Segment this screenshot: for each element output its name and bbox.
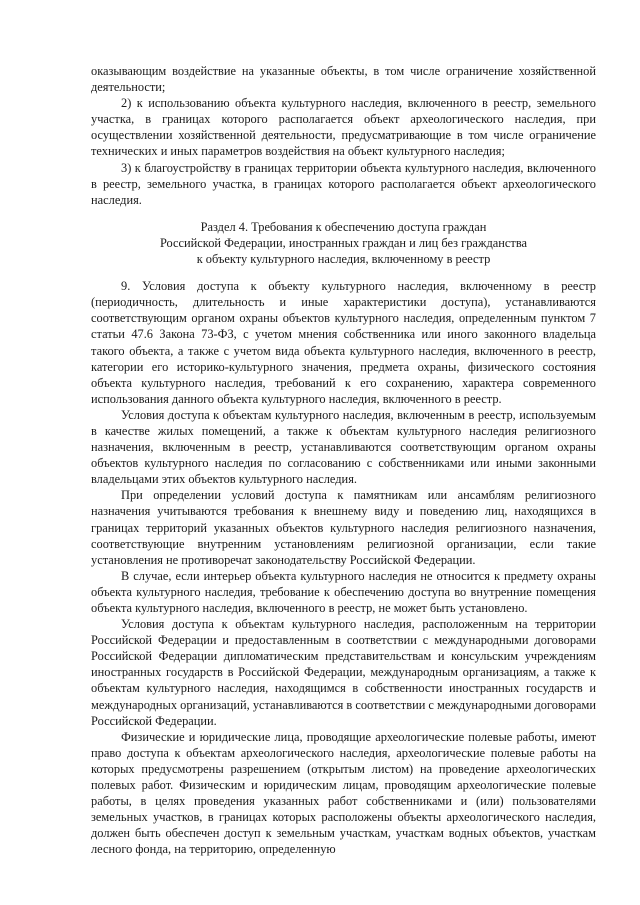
paragraph-interior: В случае, если интерьер объекта культурного наследия не относится к предмету охраны объекта культурного наследия, требование к обеспечению доступа во внутренние помещения объекта культурного наследия, включенного в реестр, не может быть установлено.	[91, 568, 596, 615]
paragraph-diplomatic: Условия доступа к объектам культурного наследия, расположенным на территории Российской Федерации и предоставленным в соответствии с международными договорами Российской Федерации дипломатическим представительствам и консульским учреждениям иностранных государств в Российской Федерации, международным организациям, а также к объектам культурного наследия, находящимся в собственности иностранных государств и международных организаций, устанавливаются в соответствии с международными договорами Российской Федерации.	[91, 617, 597, 728]
section-heading-line-2: Российской Федерации, иностранных граждан и лиц без гражданства	[159, 235, 528, 250]
paragraph-residential: Условия доступа к объектам культурного наследия, включенным в реестр, используемым в качестве жилых помещений, а также к объектам культурного наследия религиозного назначения, включенным в реестр, устанавливаются соответствующим органом охраны объектов культурного наследия по согласованию с собственниками или иными законными владельцами этих объектов культурного наследия.	[91, 407, 596, 487]
paragraph-archaeology: Физические и юридические лица, проводящие археологические полевые работы, имеют право доступа к объектам археологического наследия, археологические полевые работы на которых предусмотрены разрешением (открытым листом) на проведение археологических полевых работ. Физическим и юридическим лицам, проводящим археологические полевые работы, в целях проведения указанных работ собственниками и (или) пользователями земельных участков, в границах которых расположены объекты археологического наследия, должен быть обеспечен доступ к земельным участкам, участкам водных объектов, участкам лесного фонда, на территорию, определенную	[91, 729, 596, 857]
paragraph-point-9: 9. Условия доступа к объекту культурного наследия, включенному в реестр (периодичность, длительность и иные характеристики доступа), устанавливаются соответствующим органом охраны объектов культурного наследия, определенным пунктом 7 статьи 47.6 Закона 73-ФЗ, с учетом мнения собственника или иного законного владельца такого объекта, а также с учетом вида объекта культурного наследия, включенного в реестр, категории его историко-культурного значения, предмета охраны, физического состояния объекта культурного наследия, требований к его сохранению, характера современного использования данного объекта культурного наследия, включенного в реестр.	[91, 279, 596, 406]
paragraph-item-3: 3) к благоустройству в границах территории объекта культурного наследия, включенного в реестр, земельного участка, в границах которого располагается объект археологического наследия.	[91, 160, 596, 207]
paragraph-religious: При определении условий доступа к памятникам или ансамблям религиозного назначения учитываются требования к внешнему виду и поведению лиц, находящихся в границах территорий указанных объектов культурного наследия религиозного назначения, соответствующие внутренним установлениям религиозной организации, если такие установления не противоречат законодательству Российской Федерации.	[91, 488, 596, 567]
paragraph-continuation: оказывающим воздействие на указанные объекты, в том числе ограничение хозяйственной деятельности;	[91, 64, 596, 95]
section-heading-line-1: Раздел 4. Требования к обеспечению доступа граждан	[200, 219, 487, 234]
section-heading-line-3: к объекту культурного наследия, включенному в реестр	[196, 252, 491, 267]
paragraph-item-2: 2) к использованию объекта культурного наследия, включенного в реестр, земельного участка, в границах которого располагается объект археологического наследия, при осуществлении хозяйственной деятельности, предусматривающие в том числе ограничение технических и иных параметров воздействия на объект культурного наследия;	[91, 96, 596, 159]
section-heading	[91, 219, 596, 267]
